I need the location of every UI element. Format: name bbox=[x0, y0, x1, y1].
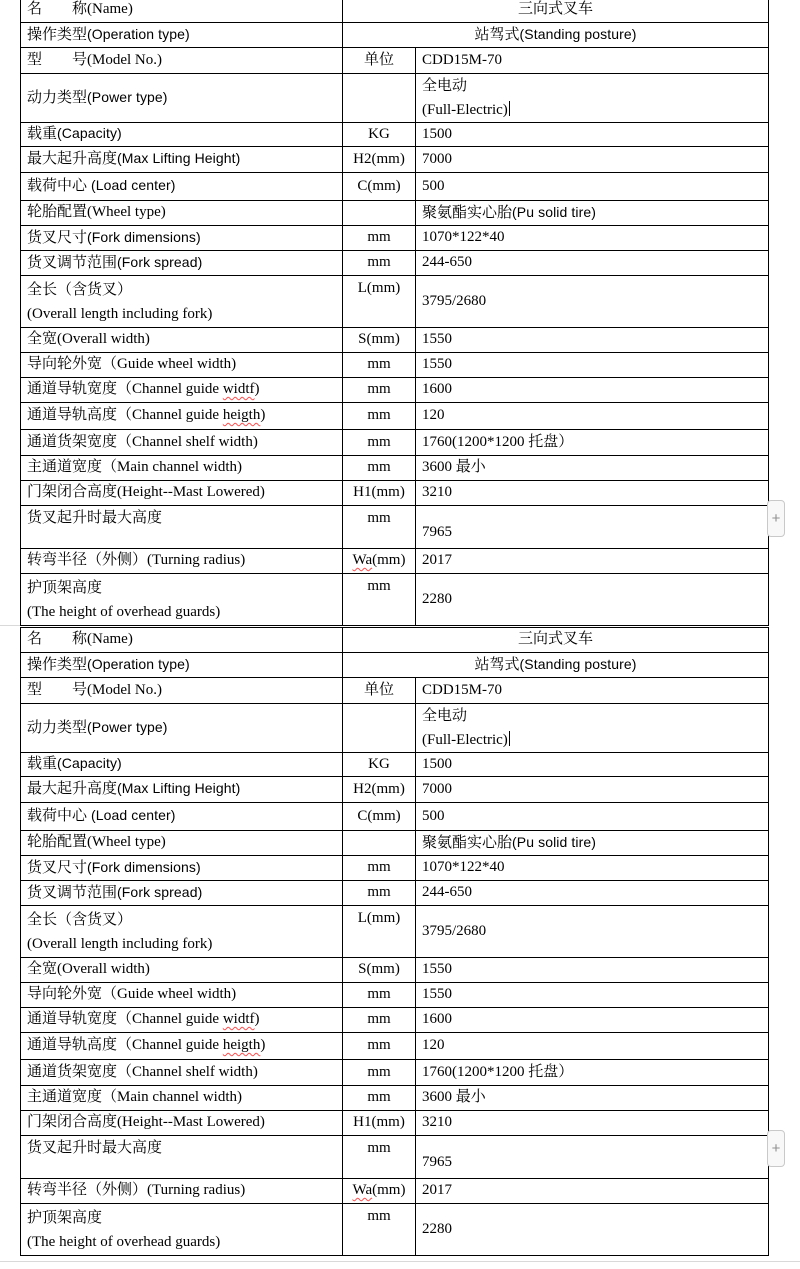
spec-row-mast-lowered bbox=[21, 1111, 769, 1136]
spec-row-power bbox=[21, 704, 769, 753]
power-value-cell[interactable] bbox=[416, 74, 769, 123]
mast-lowered-label-cn: 门架闭合高度 bbox=[27, 484, 118, 501]
wheel-label-cn: 轮胎配置 bbox=[27, 834, 88, 851]
mast-lowered-value-cell[interactable]: 3210 bbox=[416, 1111, 769, 1136]
turning-radius-label-en: (Turning radius) bbox=[147, 1182, 246, 1199]
channel-guide-width-label-en-post: ) bbox=[254, 381, 260, 398]
channel-guide-width-label-en-pre: （Channel guide bbox=[117, 1011, 223, 1028]
spec-row-channel-guide-height bbox=[21, 1033, 769, 1060]
fork-spread-value-cell[interactable]: 244-650 bbox=[416, 251, 769, 276]
channel-guide-height-value-cell[interactable]: 120 bbox=[416, 1033, 769, 1060]
overall-length-label-cn: 全长（含货叉） bbox=[27, 912, 133, 928]
spec-row-operation bbox=[21, 653, 769, 678]
spec-row-turning-radius bbox=[21, 549, 769, 574]
mast-lowered-label-en: (Height--Mast Lowered) bbox=[117, 484, 265, 501]
spec-row-main-channel-width bbox=[21, 1086, 769, 1111]
power-value-cell[interactable] bbox=[416, 704, 769, 753]
overall-width-value-cell[interactable]: 1550 bbox=[416, 328, 769, 353]
channel-guide-height-label-cn: 通道导轨高度 bbox=[27, 1037, 118, 1054]
fork-spread-label-cell[interactable] bbox=[21, 881, 343, 906]
capacity-value-cell[interactable]: 1500 bbox=[416, 123, 769, 147]
spec-row-name bbox=[21, 0, 769, 23]
power-value-line2 bbox=[422, 98, 762, 122]
wheel-value-cell[interactable] bbox=[416, 201, 769, 226]
wheel-value-cell[interactable] bbox=[416, 831, 769, 856]
overall-length-value-cell[interactable]: 3795/2680 bbox=[416, 906, 769, 958]
load-center-value-cell[interactable]: 500 bbox=[416, 803, 769, 831]
overall-width-label-cn: 全宽 bbox=[27, 331, 58, 348]
fork-spread-unit-cell[interactable]: mm bbox=[343, 881, 416, 906]
wheel-value-en: (Pu solid tire) bbox=[512, 833, 596, 850]
add-row-button[interactable]: + bbox=[767, 1130, 785, 1167]
max-lift-unit-cell[interactable]: H2(mm) bbox=[343, 147, 416, 173]
spec-row-overall-length bbox=[21, 906, 769, 958]
text-caret bbox=[509, 731, 511, 746]
power-unit-cell[interactable] bbox=[343, 704, 416, 753]
wheel-unit-cell[interactable] bbox=[343, 201, 416, 226]
fork-dimensions-label-cell[interactable] bbox=[21, 226, 343, 251]
fork-raised-max-label-cn: 货叉起升时最大高度 bbox=[27, 1140, 163, 1156]
overall-width-unit-cell[interactable]: S(mm) bbox=[343, 958, 416, 983]
fork-spread-value-cell[interactable]: 244-650 bbox=[416, 881, 769, 906]
guide-wheel-width-value-cell[interactable]: 1550 bbox=[416, 983, 769, 1008]
wheel-unit-cell[interactable] bbox=[343, 831, 416, 856]
overall-width-label-en: (Overall width) bbox=[57, 331, 150, 348]
spec-row-fork-raised-max bbox=[21, 1136, 769, 1179]
model-label-cell[interactable] bbox=[21, 678, 343, 704]
wheel-label-cell[interactable] bbox=[21, 201, 343, 226]
spec-row-channel-guide-width bbox=[21, 1008, 769, 1033]
capacity-label-cell[interactable] bbox=[21, 753, 343, 777]
channel-guide-height-label-en-post: ) bbox=[260, 407, 266, 424]
power-value-line1: 全电动 bbox=[422, 78, 468, 94]
channel-shelf-width-label-cn: 通道货架宽度 bbox=[27, 1063, 118, 1080]
operation-value-en: (Standing posture) bbox=[519, 25, 637, 42]
channel-guide-width-label-cell[interactable] bbox=[21, 378, 343, 403]
name-label-cn: 名 称 bbox=[27, 631, 88, 648]
channel-shelf-width-label-en: （Channel shelf width) bbox=[117, 433, 258, 450]
guide-wheel-width-label-cell[interactable] bbox=[21, 983, 343, 1008]
spec-row-main-channel-width bbox=[21, 456, 769, 481]
wheel-label-cell[interactable] bbox=[21, 831, 343, 856]
channel-guide-width-label-cn: 通道导轨宽度 bbox=[27, 381, 118, 398]
spec-row-fork-dimensions bbox=[21, 226, 769, 251]
capacity-label-cn: 载重 bbox=[27, 756, 58, 773]
overhead-guard-unit-cell[interactable]: mm bbox=[343, 574, 416, 626]
channel-guide-height-label-en-post: ) bbox=[260, 1037, 266, 1054]
operation-label-en: (Operation type) bbox=[87, 655, 190, 672]
fork-dimensions-label-cell[interactable] bbox=[21, 856, 343, 881]
name-label-cn: 名 称 bbox=[27, 1, 88, 18]
channel-guide-width-value-cell[interactable]: 1600 bbox=[416, 378, 769, 403]
overall-width-label-en: (Overall width) bbox=[57, 961, 150, 978]
max-lift-unit-cell[interactable]: H2(mm) bbox=[343, 777, 416, 803]
table-separator-line bbox=[0, 625, 20, 626]
channel-shelf-width-value-cell[interactable]: 1760(1200*1200 托盘） bbox=[416, 430, 769, 456]
misspelled-word: heigth bbox=[222, 1037, 261, 1054]
power-unit-cell[interactable] bbox=[343, 74, 416, 123]
power-value-line1: 全电动 bbox=[422, 708, 468, 724]
max-lift-label-en: (Max Lifting Height) bbox=[117, 150, 241, 167]
channel-guide-height-label-cn: 通道导轨高度 bbox=[27, 407, 118, 424]
mast-lowered-unit-cell[interactable]: H1(mm) bbox=[343, 481, 416, 506]
fork-dimensions-value-cell[interactable]: 1070*122*40 bbox=[416, 226, 769, 251]
channel-guide-width-label-cn: 通道导轨宽度 bbox=[27, 1011, 118, 1028]
overall-length-label-cell[interactable] bbox=[21, 276, 343, 328]
overall-length-label-cell[interactable] bbox=[21, 906, 343, 958]
max-lift-label-cn: 最大起升高度 bbox=[27, 151, 118, 168]
turning-radius-label-cell[interactable] bbox=[21, 549, 343, 574]
spec-row-overhead-guard bbox=[21, 1204, 769, 1256]
mast-lowered-label-en: (Height--Mast Lowered) bbox=[117, 1114, 265, 1131]
guide-wheel-width-unit-cell[interactable]: mm bbox=[343, 353, 416, 378]
guide-wheel-width-label-cn: 导向轮外宽 bbox=[27, 356, 103, 373]
overhead-guard-value-cell[interactable]: 2280 bbox=[416, 574, 769, 626]
fork-dimensions-label-cn: 货叉尺寸 bbox=[27, 229, 88, 246]
text-caret bbox=[509, 101, 511, 116]
overall-width-value-cell[interactable]: 1550 bbox=[416, 958, 769, 983]
max-lift-label-cell[interactable] bbox=[21, 147, 343, 173]
operation-value-cell[interactable] bbox=[343, 653, 769, 678]
model-value-cell[interactable]: CDD15M-70 bbox=[416, 48, 769, 74]
spec-row-mast-lowered bbox=[21, 481, 769, 506]
fork-raised-max-unit-cell[interactable]: mm bbox=[343, 506, 416, 549]
operation-label-cn: 操作类型 bbox=[27, 26, 88, 43]
spec-row-wheel bbox=[21, 201, 769, 226]
wheel-label-en: (Wheel type) bbox=[87, 204, 166, 221]
main-channel-width-value-cell[interactable]: 3600 最小 bbox=[416, 1086, 769, 1111]
power-value-line2-text: (Full-Electric) bbox=[422, 102, 508, 118]
spec-row-channel-guide-height bbox=[21, 403, 769, 430]
fork-raised-max-value-cell[interactable]: 7965 bbox=[416, 1136, 769, 1179]
overall-width-label-cell[interactable] bbox=[21, 328, 343, 353]
spec-row-load-center bbox=[21, 803, 769, 831]
operation-label-en: (Operation type) bbox=[87, 25, 190, 42]
mast-lowered-unit-cell[interactable]: H1(mm) bbox=[343, 1111, 416, 1136]
operation-value-cell[interactable] bbox=[343, 23, 769, 48]
main-channel-width-value-cell[interactable]: 3600 最小 bbox=[416, 456, 769, 481]
channel-guide-width-unit-cell[interactable]: mm bbox=[343, 1008, 416, 1033]
name-label-en: (Name) bbox=[87, 1, 133, 18]
overall-width-label-cn: 全宽 bbox=[27, 961, 58, 978]
mast-lowered-label-cell[interactable] bbox=[21, 1111, 343, 1136]
overall-length-unit-cell[interactable]: L(mm) bbox=[343, 906, 416, 958]
channel-guide-width-unit-cell[interactable]: mm bbox=[343, 378, 416, 403]
capacity-unit-cell[interactable]: KG bbox=[343, 123, 416, 147]
wheel-label-cn: 轮胎配置 bbox=[27, 204, 88, 221]
channel-guide-width-label-en-post: ) bbox=[254, 1011, 260, 1028]
add-row-button[interactable]: + bbox=[767, 500, 785, 537]
operation-label-cn: 操作类型 bbox=[27, 656, 88, 673]
turning-radius-unit-rest: (mm) bbox=[372, 1182, 406, 1199]
spec-row-name bbox=[21, 628, 769, 653]
spec-row-overall-width bbox=[21, 328, 769, 353]
main-channel-width-label-cn: 主通道宽度 bbox=[27, 1089, 103, 1106]
fork-spread-unit-cell[interactable]: mm bbox=[343, 251, 416, 276]
channel-guide-height-label-cell[interactable] bbox=[21, 403, 343, 430]
forklift-spec-table bbox=[20, 627, 769, 1256]
guide-wheel-width-label-en: （Guide wheel width) bbox=[102, 356, 237, 373]
power-label-cell[interactable] bbox=[21, 704, 343, 753]
fork-raised-max-label-cn: 货叉起升时最大高度 bbox=[27, 510, 163, 526]
fork-raised-max-label-cell[interactable] bbox=[21, 1136, 343, 1179]
main-channel-width-label-cell[interactable] bbox=[21, 456, 343, 481]
overhead-guard-label-cn: 护顶架高度 bbox=[27, 580, 103, 596]
spec-row-channel-shelf-width bbox=[21, 430, 769, 456]
name-label-cell[interactable] bbox=[21, 628, 343, 653]
fork-spread-label-cell[interactable] bbox=[21, 251, 343, 276]
fork-dimensions-label-cn: 货叉尺寸 bbox=[27, 859, 88, 876]
main-channel-width-label-en: （Main channel width) bbox=[102, 1089, 242, 1106]
operation-value-cn: 站驾式 bbox=[474, 26, 520, 43]
load-center-label-cell[interactable] bbox=[21, 803, 343, 831]
max-lift-label-cn: 最大起升高度 bbox=[27, 781, 118, 798]
channel-shelf-width-label-cell[interactable] bbox=[21, 1060, 343, 1086]
turning-radius-unit-cell[interactable] bbox=[343, 549, 416, 574]
name-value: 三向式叉车 bbox=[518, 631, 594, 648]
fork-dimensions-unit-cell[interactable]: mm bbox=[343, 856, 416, 881]
model-label-cn: 型 号 bbox=[27, 51, 88, 68]
turning-radius-value-cell[interactable]: 2017 bbox=[416, 1179, 769, 1204]
channel-guide-height-value-cell[interactable]: 120 bbox=[416, 403, 769, 430]
spec-row-capacity bbox=[21, 123, 769, 147]
fork-raised-max-value-cell[interactable]: 7965 bbox=[416, 506, 769, 549]
name-value-cell[interactable] bbox=[343, 628, 769, 653]
channel-guide-height-unit-cell[interactable]: mm bbox=[343, 403, 416, 430]
model-label-en: (Model No.) bbox=[87, 681, 163, 698]
power-label-en: (Power type) bbox=[87, 718, 168, 735]
load-center-label-en: (Load center) bbox=[87, 177, 176, 194]
overall-length-value-cell[interactable]: 3795/2680 bbox=[416, 276, 769, 328]
overhead-guard-label-en: (The height of overhead guards) bbox=[27, 1234, 221, 1250]
name-label-cell[interactable] bbox=[21, 0, 343, 23]
fork-spread-label-cn: 货叉调节范围 bbox=[27, 254, 118, 271]
channel-shelf-width-label-en: （Channel shelf width) bbox=[117, 1063, 258, 1080]
spec-row-max-lift bbox=[21, 147, 769, 173]
max-lift-value-cell[interactable]: 7000 bbox=[416, 147, 769, 173]
turning-radius-label-cn: 转弯半径（外侧） bbox=[27, 552, 148, 569]
channel-shelf-width-unit-cell[interactable]: mm bbox=[343, 1060, 416, 1086]
overall-width-unit-cell[interactable]: S(mm) bbox=[343, 328, 416, 353]
channel-guide-height-label-cell[interactable] bbox=[21, 1033, 343, 1060]
guide-wheel-width-label-cell[interactable] bbox=[21, 353, 343, 378]
spec-row-overall-length bbox=[21, 276, 769, 328]
page-bottom-line bbox=[0, 1261, 800, 1262]
operation-value-en: (Standing posture) bbox=[519, 655, 637, 672]
misspelled-word: widtf bbox=[222, 1011, 255, 1028]
power-value-line2 bbox=[422, 728, 762, 752]
wheel-value-cn: 聚氨酯实心胎 bbox=[422, 204, 513, 221]
fork-dimensions-label-en: (Fork dimensions) bbox=[87, 858, 201, 875]
fork-spread-label-en: (Fork spread) bbox=[117, 253, 203, 270]
spec-row-capacity bbox=[21, 753, 769, 777]
overall-length-unit-cell[interactable]: L(mm) bbox=[343, 276, 416, 328]
operation-label-cell[interactable] bbox=[21, 653, 343, 678]
main-channel-width-label-en: （Main channel width) bbox=[102, 459, 242, 476]
fork-spread-label-en: (Fork spread) bbox=[117, 883, 203, 900]
turning-radius-unit-cell[interactable] bbox=[343, 1179, 416, 1204]
fork-raised-max-unit-cell[interactable]: mm bbox=[343, 1136, 416, 1179]
max-lift-value-cell[interactable]: 7000 bbox=[416, 777, 769, 803]
channel-guide-height-label-en-pre: （Channel guide bbox=[117, 1037, 223, 1054]
overhead-guard-value-cell[interactable]: 2280 bbox=[416, 1204, 769, 1256]
spec-row-fork-dimensions bbox=[21, 856, 769, 881]
turning-radius-label-cn: 转弯半径（外侧） bbox=[27, 1182, 148, 1199]
channel-guide-height-unit-cell[interactable]: mm bbox=[343, 1033, 416, 1060]
overhead-guard-unit-cell[interactable]: mm bbox=[343, 1204, 416, 1256]
model-unit-cell[interactable]: 单位 bbox=[343, 48, 416, 74]
fork-dimensions-label-en: (Fork dimensions) bbox=[87, 228, 201, 245]
turning-radius-label-cell[interactable] bbox=[21, 1179, 343, 1204]
channel-guide-height-label-en-pre: （Channel guide bbox=[117, 407, 223, 424]
power-label-cn: 动力类型 bbox=[27, 719, 88, 736]
main-channel-width-label-cn: 主通道宽度 bbox=[27, 459, 103, 476]
turning-radius-label-en: (Turning radius) bbox=[147, 552, 246, 569]
misspelled-word: heigth bbox=[222, 407, 261, 424]
overall-length-label-cn: 全长（含货叉） bbox=[27, 282, 133, 298]
name-value: 三向式叉车 bbox=[518, 1, 594, 18]
load-center-unit-cell[interactable]: C(mm) bbox=[343, 803, 416, 831]
load-center-label-cn: 载荷中心 bbox=[27, 808, 88, 825]
spec-table-block-1 bbox=[20, 0, 790, 626]
power-label-cn: 动力类型 bbox=[27, 89, 88, 106]
spec-row-fork-raised-max bbox=[21, 506, 769, 549]
spec-row-guide-wheel-width bbox=[21, 983, 769, 1008]
spec-row-wheel bbox=[21, 831, 769, 856]
overhead-guard-label-cell[interactable] bbox=[21, 1204, 343, 1256]
channel-shelf-width-label-cell[interactable] bbox=[21, 430, 343, 456]
overall-width-label-cell[interactable] bbox=[21, 958, 343, 983]
capacity-unit-cell[interactable]: KG bbox=[343, 753, 416, 777]
spec-row-fork-spread bbox=[21, 251, 769, 276]
load-center-unit-cell[interactable]: C(mm) bbox=[343, 173, 416, 201]
model-unit-cell[interactable]: 单位 bbox=[343, 678, 416, 704]
fork-spread-label-cn: 货叉调节范围 bbox=[27, 884, 118, 901]
model-value-cell[interactable]: CDD15M-70 bbox=[416, 678, 769, 704]
capacity-label-en: (Capacity) bbox=[57, 125, 122, 142]
misspelled-word: Wa bbox=[352, 552, 373, 569]
spec-row-power bbox=[21, 74, 769, 123]
spec-row-turning-radius bbox=[21, 1179, 769, 1204]
fork-raised-max-label-cell[interactable] bbox=[21, 506, 343, 549]
channel-shelf-width-unit-cell[interactable]: mm bbox=[343, 430, 416, 456]
misspelled-word: Wa bbox=[352, 1182, 373, 1199]
spec-row-model bbox=[21, 678, 769, 704]
power-value-line2-text: (Full-Electric) bbox=[422, 732, 508, 748]
forklift-spec-table bbox=[20, 0, 769, 626]
wheel-label-en: (Wheel type) bbox=[87, 834, 166, 851]
wheel-value-cn: 聚氨酯实心胎 bbox=[422, 834, 513, 851]
name-value-cell[interactable] bbox=[343, 0, 769, 23]
guide-wheel-width-label-en: （Guide wheel width) bbox=[102, 986, 237, 1003]
max-lift-label-cell[interactable] bbox=[21, 777, 343, 803]
max-lift-label-en: (Max Lifting Height) bbox=[117, 780, 241, 797]
capacity-label-cn: 载重 bbox=[27, 126, 58, 143]
spec-row-fork-spread bbox=[21, 881, 769, 906]
load-center-label-cn: 载荷中心 bbox=[27, 178, 88, 195]
main-channel-width-unit-cell[interactable]: mm bbox=[343, 1086, 416, 1111]
guide-wheel-width-unit-cell[interactable]: mm bbox=[343, 983, 416, 1008]
spec-row-overall-width bbox=[21, 958, 769, 983]
spec-row-overhead-guard bbox=[21, 574, 769, 626]
name-label-en: (Name) bbox=[87, 631, 133, 648]
wheel-value-en: (Pu solid tire) bbox=[512, 203, 596, 220]
spec-row-channel-guide-width bbox=[21, 378, 769, 403]
channel-shelf-width-label-cn: 通道货架宽度 bbox=[27, 433, 118, 450]
model-label-cn: 型 号 bbox=[27, 681, 88, 698]
channel-guide-width-label-cell[interactable] bbox=[21, 1008, 343, 1033]
spec-row-model bbox=[21, 48, 769, 74]
spec-row-max-lift bbox=[21, 777, 769, 803]
spec-row-guide-wheel-width bbox=[21, 353, 769, 378]
capacity-label-en: (Capacity) bbox=[57, 755, 122, 772]
spec-row-operation bbox=[21, 23, 769, 48]
model-label-cell[interactable] bbox=[21, 48, 343, 74]
mast-lowered-label-cn: 门架闭合高度 bbox=[27, 1114, 118, 1131]
spec-row-channel-shelf-width bbox=[21, 1060, 769, 1086]
load-center-value-cell[interactable]: 500 bbox=[416, 173, 769, 201]
capacity-value-cell[interactable]: 1500 bbox=[416, 753, 769, 777]
overall-length-label-en: (Overall length including fork) bbox=[27, 306, 213, 322]
misspelled-word: widtf bbox=[222, 381, 255, 398]
channel-shelf-width-value-cell[interactable]: 1760(1200*1200 托盘） bbox=[416, 1060, 769, 1086]
spec-table-block-2 bbox=[20, 627, 790, 1256]
fork-dimensions-unit-cell[interactable]: mm bbox=[343, 226, 416, 251]
load-center-label-en: (Load center) bbox=[87, 807, 176, 824]
mast-lowered-value-cell[interactable]: 3210 bbox=[416, 481, 769, 506]
power-label-cell[interactable] bbox=[21, 74, 343, 123]
main-channel-width-unit-cell[interactable]: mm bbox=[343, 456, 416, 481]
turning-radius-unit-rest: (mm) bbox=[372, 552, 406, 569]
overhead-guard-label-cell[interactable] bbox=[21, 574, 343, 626]
model-label-en: (Model No.) bbox=[87, 51, 163, 68]
overhead-guard-label-cn: 护顶架高度 bbox=[27, 1210, 103, 1226]
guide-wheel-width-label-cn: 导向轮外宽 bbox=[27, 986, 103, 1003]
operation-value-cn: 站驾式 bbox=[474, 656, 520, 673]
main-channel-width-label-cell[interactable] bbox=[21, 1086, 343, 1111]
guide-wheel-width-value-cell[interactable]: 1550 bbox=[416, 353, 769, 378]
overall-length-label-en: (Overall length including fork) bbox=[27, 936, 213, 952]
capacity-label-cell[interactable] bbox=[21, 123, 343, 147]
spec-row-load-center bbox=[21, 173, 769, 201]
turning-radius-value-cell[interactable]: 2017 bbox=[416, 549, 769, 574]
channel-guide-width-label-en-pre: （Channel guide bbox=[117, 381, 223, 398]
channel-guide-width-value-cell[interactable]: 1600 bbox=[416, 1008, 769, 1033]
power-label-en: (Power type) bbox=[87, 88, 168, 105]
fork-dimensions-value-cell[interactable]: 1070*122*40 bbox=[416, 856, 769, 881]
operation-label-cell[interactable] bbox=[21, 23, 343, 48]
load-center-label-cell[interactable] bbox=[21, 173, 343, 201]
overhead-guard-label-en: (The height of overhead guards) bbox=[27, 604, 221, 620]
mast-lowered-label-cell[interactable] bbox=[21, 481, 343, 506]
